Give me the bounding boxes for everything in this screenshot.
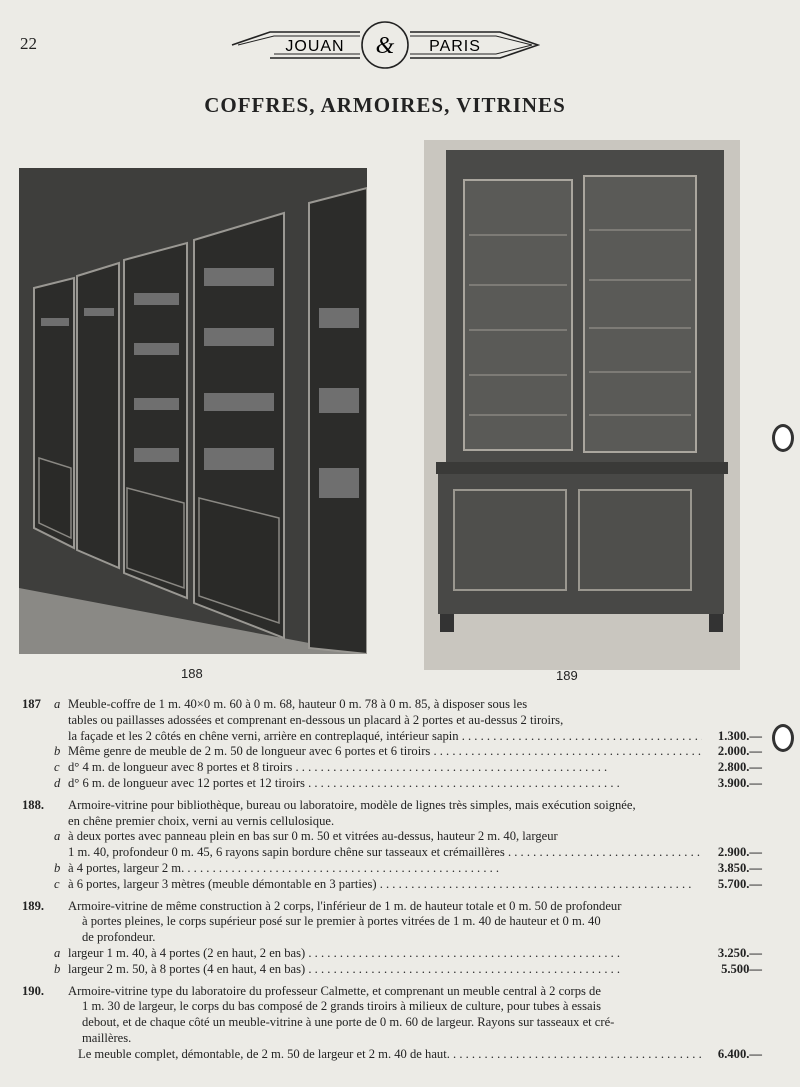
item-price: 3.250.— <box>717 945 762 960</box>
item-letter: d <box>54 775 61 790</box>
item-description: d° 6 m. de longueur avec 12 portes et 12 tiroirs <box>68 775 305 790</box>
item-price: 2.000.— <box>717 744 762 759</box>
item-description: à deux portes avec panneau plein en bas sur 0 m. 50 et vitrées au-dessus, hauteur 2 m. 40, largeur <box>68 829 558 844</box>
item-letter: b <box>54 860 61 875</box>
item-description: largeur 1 m. 40, à 4 portes (2 en haut, 2 en bas) <box>68 945 306 960</box>
jouan-paris-logo <box>230 20 540 70</box>
item-letter: c <box>54 760 60 775</box>
item-price: 3.900.— <box>717 775 762 790</box>
entry-number: 190. <box>22 983 45 998</box>
entry-189: 189. Armoire-vitrine de même construction à 2 corps, l'inférieur de 1 m. de hauteur totale et 0 m. 50 de profondeur à portes pleines, le corps supérieur posé sur le premier à portes vitrées de 1 m. 40 de hauteur et 0 m. 40 de profondeur. a largeur 1 m. 40, à 4 portes (2 en haut, 2 en bas) . . . 3.250.— b largeur 2 m. 50, à 8 portes (4 en haut, 4 en bas) . . . 5.500— <box>22 899 762 978</box>
entry-number: 188. <box>22 797 45 812</box>
item-price: 6.400.— <box>717 1046 762 1061</box>
entry-intro: Armoire-vitrine type du laboratoire du professeur Calmette, et comprenant un meuble central à 2 corps de <box>68 983 601 998</box>
item-row <box>54 697 762 713</box>
logo-text-left: JOUAN <box>285 38 345 55</box>
item-letter: b <box>54 744 61 759</box>
item-letter: c <box>54 876 60 891</box>
logo-monogram: & <box>375 33 395 59</box>
entry-187: 187 a Meuble-coffre de 1 m. 40×0 m. 60 à 0 m. 68, hauteur 0 m. 78 à 0 m. 85, à disposer sous les tables ou paillasses adossées et comprenant en-dessous un placard à 2 portes et au-dessus 2 tiroirs, la façade et les 2 côtés en chêne verni, arrière en contreplaqué, intérieur sapin . . . 1.300.— b Même genre de meuble de 2 m. 50 de longueur avec 6 portes et 6 tiroirs . . . 2.000.— c d° 4 m. de longueur avec 8 portes et 8 tiroirs . . . 2.800.— d d° 6 m. de longueur avec 12 portes et 12 tiroirs . . . 3.900.— <box>22 697 762 792</box>
caption-188: 188 <box>181 666 203 681</box>
item-price: 2.800.— <box>717 760 762 775</box>
item-price: 2.900.— <box>717 845 762 860</box>
photo-188-cabinets <box>19 168 367 654</box>
logo-text-right: PARIS <box>429 38 481 55</box>
entry-intro: Armoire-vitrine pour bibliothèque, bureau ou laboratoire, modèle de lignes très simples, mais exécution soignée, <box>68 797 636 812</box>
item-price: 1.300.— <box>717 728 762 743</box>
item-letter: a <box>54 829 61 844</box>
item-letter: b <box>54 961 61 976</box>
item-letter: a <box>54 697 61 711</box>
item-description: Meuble-coffre de 1 m. 40×0 m. 60 à 0 m. 68, hauteur 0 m. 78 à 0 m. 85, à disposer sous les <box>68 697 528 711</box>
entry-number: 189. <box>22 898 45 913</box>
catalog-entries <box>22 697 762 1069</box>
binder-hole <box>772 724 794 752</box>
entry-intro: Armoire-vitrine de même construction à 2 corps, l'inférieur de 1 m. de hauteur totale et 0 m. 50 de profondeur <box>68 898 622 913</box>
page-number: 22 <box>20 34 37 53</box>
item-price: 5.500— <box>721 961 762 976</box>
item-description: Le meuble complet, démontable, de 2 m. 50 de largeur et 2 m. 40 de haut. <box>78 1046 450 1061</box>
item-price: 3.850.— <box>717 860 762 875</box>
page-title: COFFRES, ARMOIRES, VITRINES <box>204 93 566 117</box>
entry-188: 188. Armoire-vitrine pour bibliothèque, bureau ou laboratoire, modèle de lignes très simples, mais exécution soignée, en chêne premier choix, verni au vernis cellulosique. a à deux portes avec panneau plein en bas sur 0 m. 50 et vitrées au-dessus, hauteur 2 m. 40, largeur 1 m. 40, profondeur 0 m. 45, 6 rayons sapin bordure chêne sur tasseaux et crémaillères . . . 2.900.— b à 4 portes, largeur 2 m. . . . 3.850.— c à 6 portes, largeur 3 mètres (meuble démontable en 3 parties) . . . 5.700.— <box>22 798 762 893</box>
item-description: Même genre de meuble de 2 m. 50 de longueur avec 6 portes et 6 tiroirs <box>68 744 431 759</box>
photo-189-cabinet <box>424 140 740 670</box>
item-description: à 4 portes, largeur 2 m. <box>68 860 185 875</box>
item-description: d° 4 m. de longueur avec 8 portes et 8 tiroirs <box>68 760 293 775</box>
item-description: à 6 portes, largeur 3 mètres (meuble démontable en 3 parties) <box>68 876 377 891</box>
item-letter: a <box>54 945 61 960</box>
entry-number: 187 <box>22 697 41 711</box>
item-description: largeur 2 m. 50, à 8 portes (4 en haut, 4 en bas) <box>68 961 306 976</box>
item-price: 5.700.— <box>717 876 762 891</box>
binder-hole <box>772 424 794 452</box>
caption-189: 189 <box>556 668 578 683</box>
entry-190: 190. Armoire-vitrine type du laboratoire du professeur Calmette, et comprenant un meuble central à 2 corps de 1 m. 30 de largeur, le corps du bas composé de 2 grands tiroirs à milieux de culture, pour tubes à essais debout, et de chaque côté un meuble-vitrine à une porte de 0 m. 60 de largeur. Rayons sur tasseaux et cré- maillères. Le meuble complet, démontable, de 2 m. 50 de largeur et 2 m. 40 de haut. . . . 6.400.— <box>22 984 762 1063</box>
